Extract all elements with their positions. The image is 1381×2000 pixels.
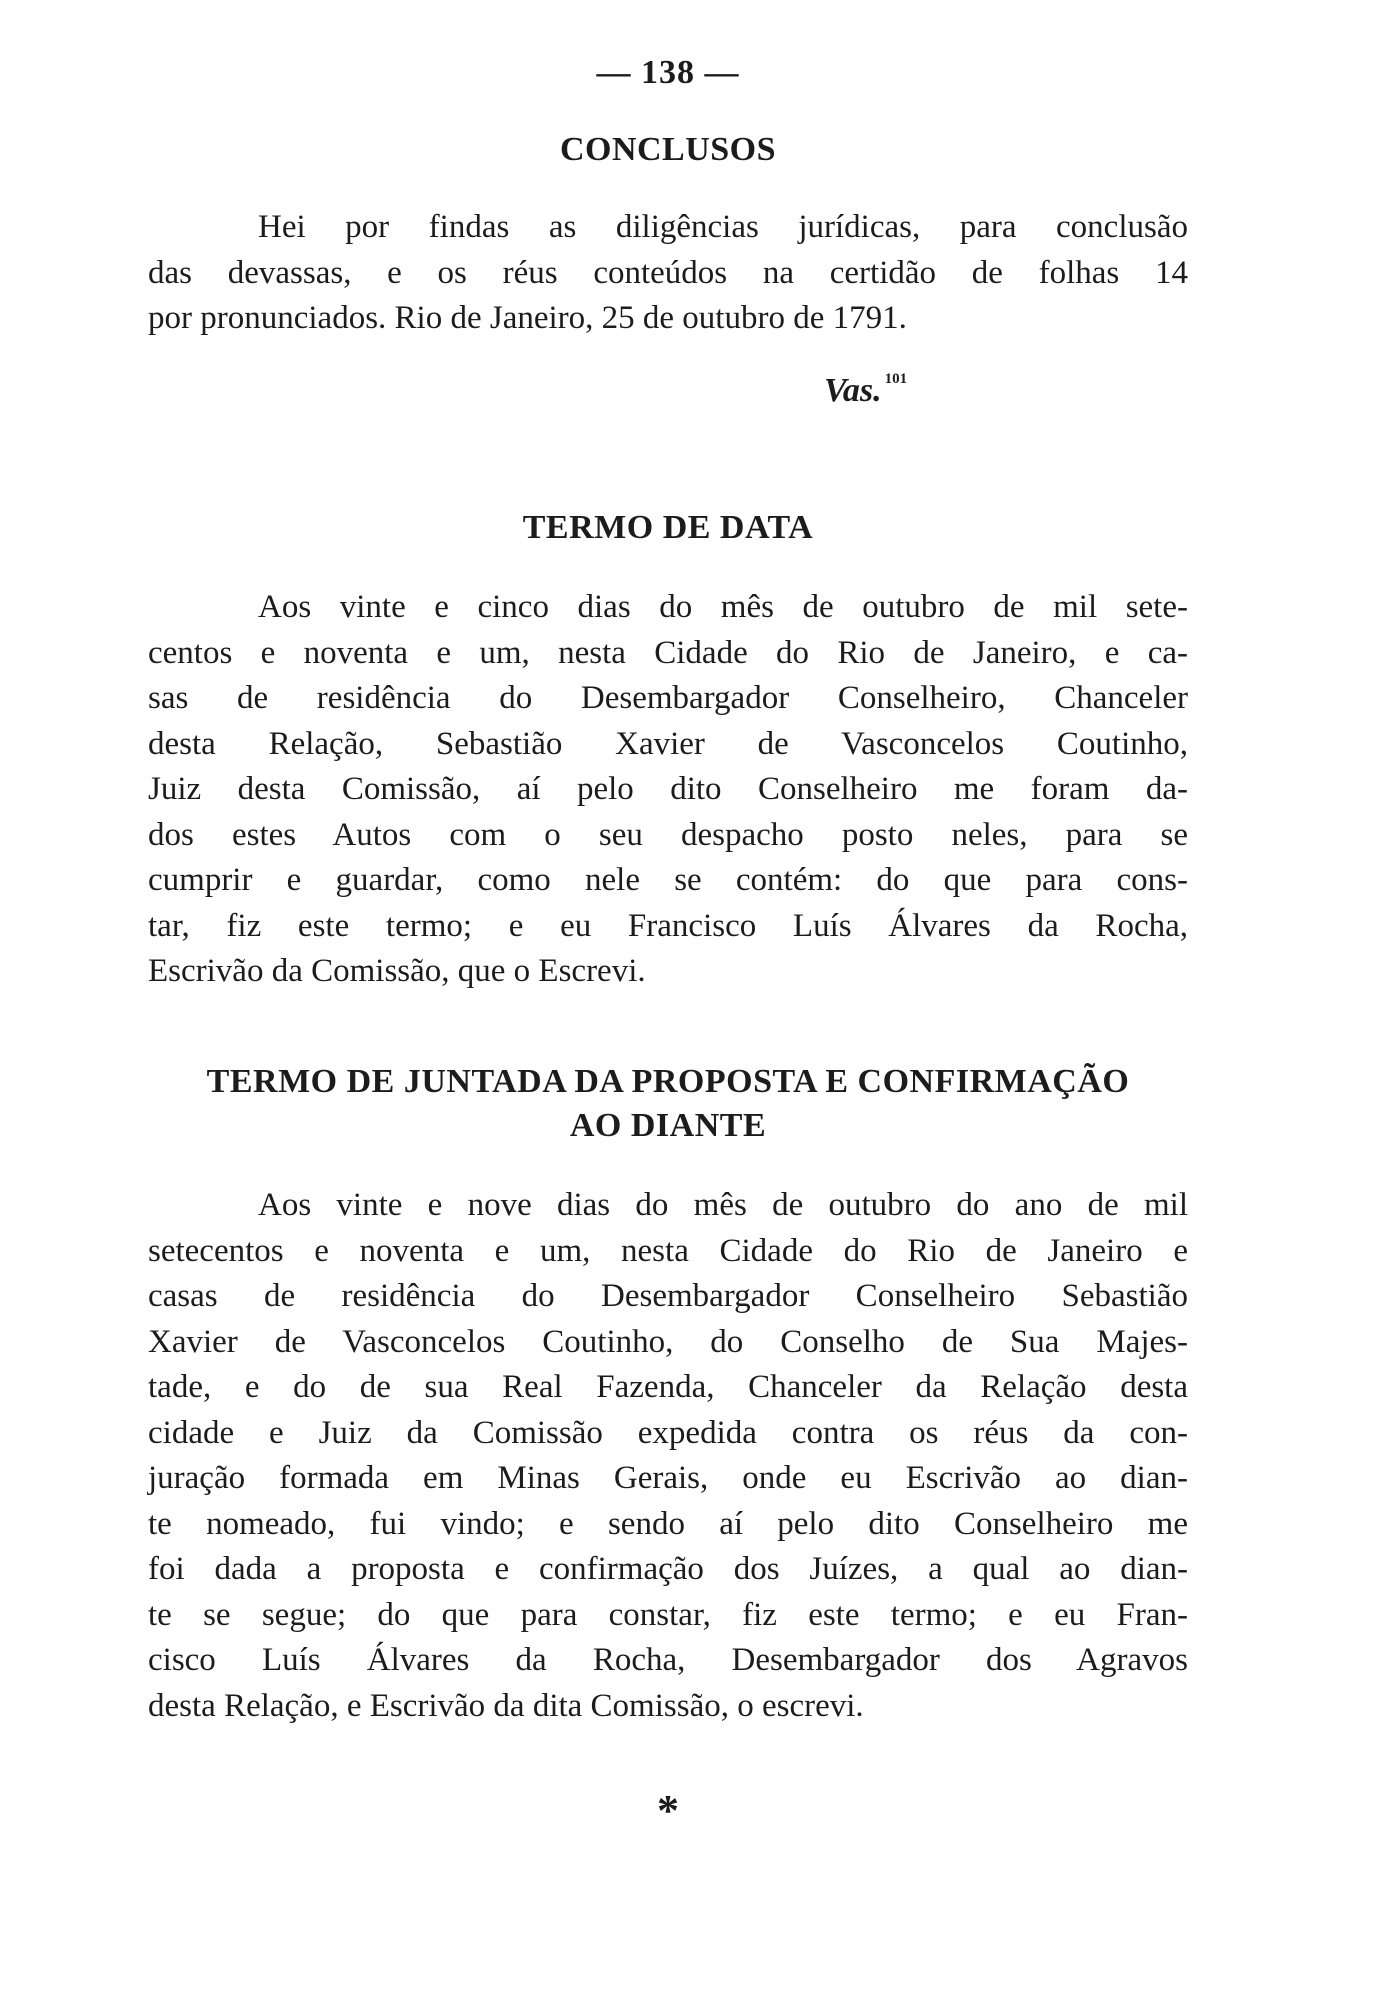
text-line: Hei por findas as diligências jurídicas, para conclusão xyxy=(258,209,1188,245)
text-line: das devassas, e os réus conteúdos na certidão de folhas 14 xyxy=(148,254,1188,291)
text-line: setecentos e noventa e um, nesta Cidade do Rio de Janeiro e xyxy=(148,1232,1188,1269)
text-line: tar, fiz este termo; e eu Francisco Luís Álvares da Rocha, xyxy=(148,907,1188,944)
text-line: Juiz desta Comissão, aí pelo dito Conselheiro me foram da- xyxy=(148,771,1188,807)
text-line: cumprir e guardar, como nele se contém: do que para cons- xyxy=(148,862,1188,898)
text-line: desta Relação, e Escrivão da dita Comissão, o escrevi. xyxy=(148,1687,864,1724)
section-termo-de-juntada xyxy=(148,1060,1188,1148)
signature xyxy=(824,372,907,410)
section-heading-line-2: AO DIANTE xyxy=(569,1107,767,1144)
section-heading: CONCLUSOS xyxy=(559,131,777,168)
paragraph-conclusos xyxy=(148,205,1188,342)
section-heading-line-1: TERMO DE JUNTADA DA PROPOSTA E CONFIRMAÇÃO xyxy=(206,1063,1130,1100)
text-line: cidade e Juiz da Comissão expedida contra os réus da con- xyxy=(148,1414,1188,1451)
text-line: casas de residência do Desembargador Conselheiro Sebastião xyxy=(148,1278,1188,1314)
text-line: centos e noventa e um, nesta Cidade do Rio de Janeiro, e ca- xyxy=(148,634,1188,671)
text-line: Aos vinte e cinco dias do mês de outubro de mil sete- xyxy=(258,589,1188,625)
signature-text: Vas. xyxy=(824,372,882,409)
text-line: te se segue; do que para constar, fiz este termo; e eu Fran- xyxy=(148,1596,1188,1633)
text-line: juração formada em Minas Gerais, onde eu Escrivão ao dian- xyxy=(148,1460,1188,1496)
text-line: cisco Luís Álvares da Rocha, Desembargador dos Agravos xyxy=(148,1642,1188,1678)
text-line: Escrivão da Comissão, que o Escrevi. xyxy=(148,953,646,989)
text-line: Aos vinte e nove dias do mês de outubro do ano de mil xyxy=(258,1187,1188,1223)
page-number: — 138 — xyxy=(596,54,740,91)
section-heading: TERMO DE DATA xyxy=(522,509,814,546)
section-conclusos xyxy=(148,128,1188,172)
end-asterisk: * xyxy=(657,1786,679,1835)
text-line: tade, e do de sua Real Fazenda, Chanceler da Relação desta xyxy=(148,1369,1188,1405)
text-line: dos estes Autos com o seu despacho posto neles, para se xyxy=(148,816,1188,853)
section-termo-de-data xyxy=(148,506,1188,550)
text-line: te nomeado, fui vindo; e sendo aí pelo dito Conselheiro me xyxy=(148,1505,1188,1542)
text-line: desta Relação, Sebastião Xavier de Vasconcelos Coutinho, xyxy=(148,725,1188,762)
paragraph-termo-de-data xyxy=(148,585,1188,995)
text-line: sas de residência do Desembargador Conselheiro, Chanceler xyxy=(148,680,1188,716)
footnote-mark: 101 xyxy=(884,370,908,387)
text-line: foi dada a proposta e confirmação dos Juízes, a qual ao dian- xyxy=(148,1551,1188,1587)
paragraph-termo-de-juntada xyxy=(148,1183,1188,1729)
text-line: Xavier de Vasconcelos Coutinho, do Conselho de Sua Majes- xyxy=(148,1323,1188,1360)
text-line: por pronunciados. Rio de Janeiro, 25 de outubro de 1791. xyxy=(148,300,907,336)
